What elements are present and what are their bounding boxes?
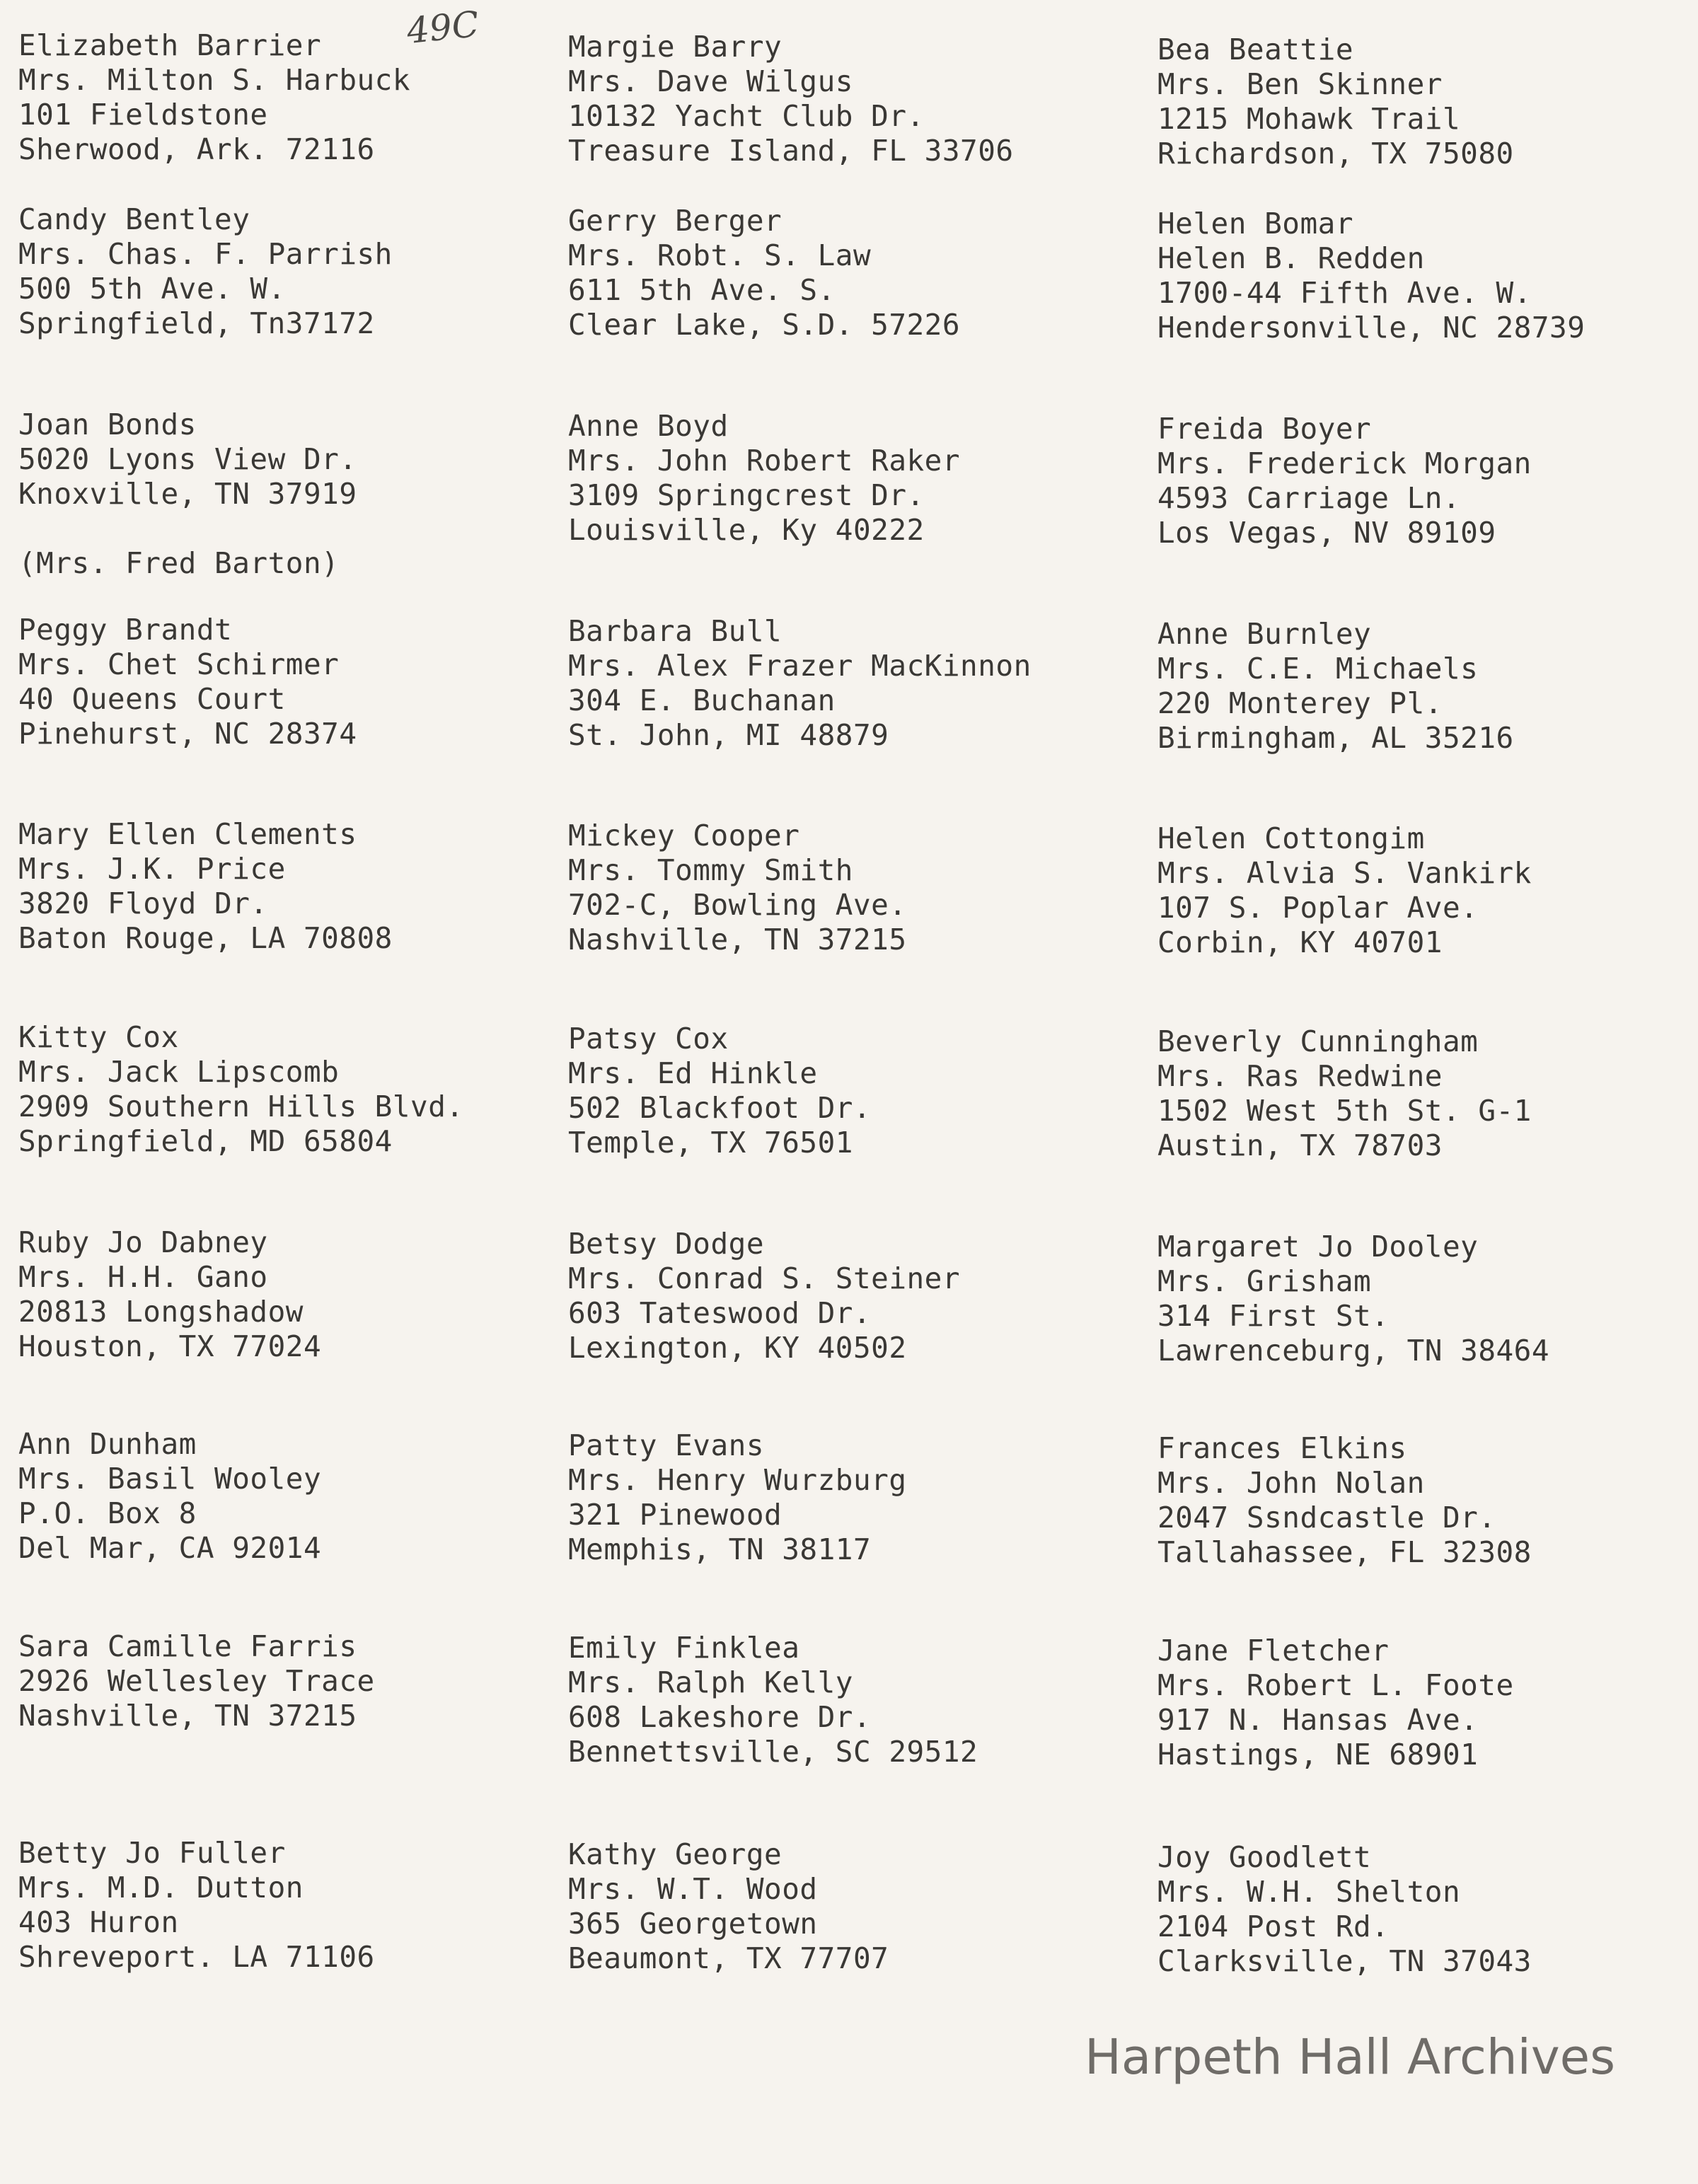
entry-line: Mrs. John Nolan [1157,1466,1425,1500]
entry-line: Springfield, Tn37172 [18,306,375,340]
entry-name: Helen Bomar [1157,207,1354,241]
entry-name: Sara Camille Farris [18,1629,357,1663]
entry-line: 3109 Springcrest Dr. [568,478,925,512]
entry-line: 608 Lakeshore Dr. [568,1700,872,1734]
entry-name: Beverly Cunningham [1157,1024,1479,1058]
address-entry [568,409,960,548]
entry-name: Peggy Brandt [18,613,233,647]
entry-line: 2104 Post Rd. [1157,1909,1390,1943]
address-entry [568,1631,978,1769]
entry-line: Mrs. Robt. S. Law [568,238,872,272]
entry-name: Freida Boyer [1157,412,1372,446]
address-entry [568,1227,960,1365]
entry-line: Mrs. Ralph Kelly [568,1665,853,1699]
entry-line: 2926 Wellesley Trace [18,1664,375,1698]
address-entry [1157,821,1532,960]
entry-line: Springfield, MD 65804 [18,1124,393,1158]
address-entry [568,1837,889,1976]
entry-line: 10132 Yacht Club Dr. [568,99,925,133]
address-entry [568,1428,907,1567]
address-entry [568,819,907,957]
entry-line: Lawrenceburg, TN 38464 [1157,1334,1550,1368]
entry-line: 314 First St. [1157,1299,1390,1333]
entry-line: Austin, TX 78703 [1157,1128,1443,1162]
entry-line: Corbin, KY 40701 [1157,925,1443,959]
entry-name: Candy Bentley [18,202,250,236]
entry-line: 611 5th Ave. S. [568,273,836,307]
entry-line: Mrs. Milton S. Harbuck [18,63,411,97]
entry-name: Betsy Dodge [568,1227,765,1261]
entry-line: P.O. Box 8 [18,1496,197,1530]
entry-line: Mrs. John Robert Raker [568,444,961,478]
entry-line: Memphis, TN 38117 [568,1532,872,1566]
entry-line: 365 Georgetown [568,1907,818,1941]
address-entry [568,614,1032,753]
entry-name: Elizabeth Barrier [18,28,322,62]
entry-line: Hastings, NE 68901 [1157,1738,1479,1772]
entry-line: Sherwood, Ark. 72116 [18,132,375,166]
entry-name: Anne Boyd [568,409,729,443]
entry-line: 4593 Carriage Ln. [1157,481,1461,515]
entry-name: Gerry Berger [568,204,782,238]
entry-line [18,512,357,546]
entry-line: Mrs. C.E. Michaels [1157,652,1479,686]
entry-name: Joy Goodlett [1157,1840,1372,1874]
entry-name: Anne Burnley [1157,617,1372,651]
entry-line: 220 Monterey Pl. [1157,686,1443,720]
entry-line: Los Vegas, NV 89109 [1157,516,1496,550]
address-entry [1157,412,1532,550]
entry-line: Tallahassee, FL 32308 [1157,1535,1532,1569]
address-entry [1157,1024,1532,1163]
entry-name: Patty Evans [568,1428,765,1462]
entry-name: Frances Elkins [1157,1431,1407,1465]
address-entry [1157,33,1514,171]
entry-line: Richardson, TX 75080 [1157,137,1514,171]
entry-line: Mrs. Grisham [1157,1264,1372,1298]
entry-line: Helen B. Redden [1157,241,1425,275]
entry-line: 321 Pinewood [568,1498,782,1532]
entry-line: Beaumont, TX 77707 [568,1941,889,1975]
entry-line: Treasure Island, FL 33706 [568,134,1014,168]
entry-line: Mrs. Frederick Morgan [1157,446,1532,480]
entry-line: 702-C, Bowling Ave. [568,888,907,922]
entry-line: 500 5th Ave. W. [18,272,286,306]
entry-name: Margaret Jo Dooley [1157,1230,1479,1264]
address-entry [18,408,357,581]
entry-name: Ruby Jo Dabney [18,1225,268,1259]
entry-line: 101 Fieldstone [18,98,268,132]
entry-line: Mrs. Conrad S. Steiner [568,1261,961,1295]
entry-line: Mrs. M.D. Dutton [18,1871,304,1905]
entry-line: Mrs. Alvia S. Vankirk [1157,856,1532,890]
entry-name: Joan Bonds [18,408,197,441]
entry-line: Mrs. Ras Redwine [1157,1059,1443,1093]
entry-line: Houston, TX 77024 [18,1329,322,1363]
entry-name: Bea Beattie [1157,33,1354,67]
entry-name: Helen Cottongim [1157,821,1425,855]
address-entry [1157,207,1585,345]
entry-line: Mrs. Ben Skinner [1157,67,1443,101]
entry-line: Temple, TX 76501 [568,1126,853,1160]
entry-line: 917 N. Hansas Ave. [1157,1703,1479,1737]
entry-name: Mickey Cooper [568,819,800,853]
archive-watermark: Harpeth Hall Archives [1085,2029,1616,2086]
entry-line: Mrs. Tommy Smith [568,853,853,887]
entry-line: Mrs. W.H. Shelton [1157,1875,1461,1909]
address-entry [18,1427,321,1566]
entry-line: Knoxville, TN 37919 [18,477,357,511]
address-entry [1157,617,1514,756]
entry-line: 2047 Ssndcastle Dr. [1157,1501,1496,1535]
entry-line: 1700-44 Fifth Ave. W. [1157,276,1532,310]
entry-name: Barbara Bull [568,614,782,648]
address-entry [1157,1230,1549,1368]
entry-line: 5020 Lyons View Dr. [18,442,357,476]
address-entry [1157,1634,1514,1772]
entry-line: Mrs. Ed Hinkle [568,1056,818,1090]
entry-line: 2909 Southern Hills Blvd. [18,1090,464,1123]
address-entry [568,30,1014,168]
entry-line: Louisville, Ky 40222 [568,513,925,547]
entry-line: Bennettsville, SC 29512 [568,1735,978,1769]
entry-line: Mrs. W.T. Wood [568,1872,818,1906]
entry-name: Mary Ellen Clements [18,817,357,851]
entry-name: Betty Jo Fuller [18,1836,286,1870]
entry-line: Nashville, TN 37215 [568,923,907,957]
entry-line: Nashville, TN 37215 [18,1699,357,1733]
entry-name: Kitty Cox [18,1020,179,1054]
address-entry [18,1020,464,1159]
entry-line: Mrs. H.H. Gano [18,1260,268,1294]
entry-line: Lexington, KY 40502 [568,1331,907,1365]
address-entry [18,613,357,751]
entry-line: Mrs. Alex Frazer MacKinnon [568,649,1032,683]
entry-name: Kathy George [568,1837,782,1871]
entry-line: 107 S. Poplar Ave. [1157,891,1479,925]
address-entry [18,202,393,341]
entry-line: Mrs. Jack Lipscomb [18,1055,340,1089]
entry-line: Baton Rouge, LA 70808 [18,921,393,955]
entry-line: Pinehurst, NC 28374 [18,717,357,751]
entry-line: Del Mar, CA 92014 [18,1531,322,1565]
address-entry [18,817,393,956]
entry-line: Clear Lake, S.D. 57226 [568,308,961,342]
address-entry [568,204,960,342]
entry-line: 1215 Mohawk Trail [1157,102,1461,136]
entry-line: Mrs. Chas. F. Parrish [18,237,393,271]
entry-line: St. John, MI 48879 [568,718,889,752]
entry-line: Mrs. Dave Wilgus [568,64,853,98]
entry-line: 1502 West 5th St. G-1 [1157,1094,1532,1128]
entry-line: 403 Huron [18,1905,179,1939]
address-entry [1157,1840,1532,1979]
entry-line: Birmingham, AL 35216 [1157,721,1514,755]
entry-line: (Mrs. Fred Barton) [18,546,340,580]
entry-line: Mrs. Chet Schirmer [18,647,340,681]
entry-line: 3820 Floyd Dr. [18,886,268,920]
address-entry [568,1022,871,1160]
address-entry [18,1629,375,1733]
address-entry [18,1225,321,1364]
address-entry [1157,1431,1532,1570]
entry-line: Mrs. Henry Wurzburg [568,1463,907,1497]
entry-line: 304 E. Buchanan [568,683,836,717]
entry-name: Jane Fletcher [1157,1634,1390,1668]
entry-line: Mrs. J.K. Price [18,852,286,886]
entry-line: Mrs. Basil Wooley [18,1462,322,1496]
entry-name: Emily Finklea [568,1631,800,1665]
handwritten-page-note: 49C [405,3,481,52]
entry-name: Ann Dunham [18,1427,197,1461]
entry-line: 20813 Longshadow [18,1295,304,1329]
entry-line: 603 Tateswood Dr. [568,1296,872,1330]
entry-name: Margie Barry [568,30,782,64]
entry-line: Hendersonville, NC 28739 [1157,311,1586,345]
entry-line: 502 Blackfoot Dr. [568,1091,872,1125]
entry-line: 40 Queens Court [18,682,286,716]
entry-line: Shreveport. LA 71106 [18,1940,375,1974]
entry-line: Mrs. Robert L. Foote [1157,1668,1514,1702]
address-entry [18,1836,375,1975]
entry-line: Clarksville, TN 37043 [1157,1944,1532,1978]
address-entry [18,28,410,167]
entry-name: Patsy Cox [568,1022,729,1056]
